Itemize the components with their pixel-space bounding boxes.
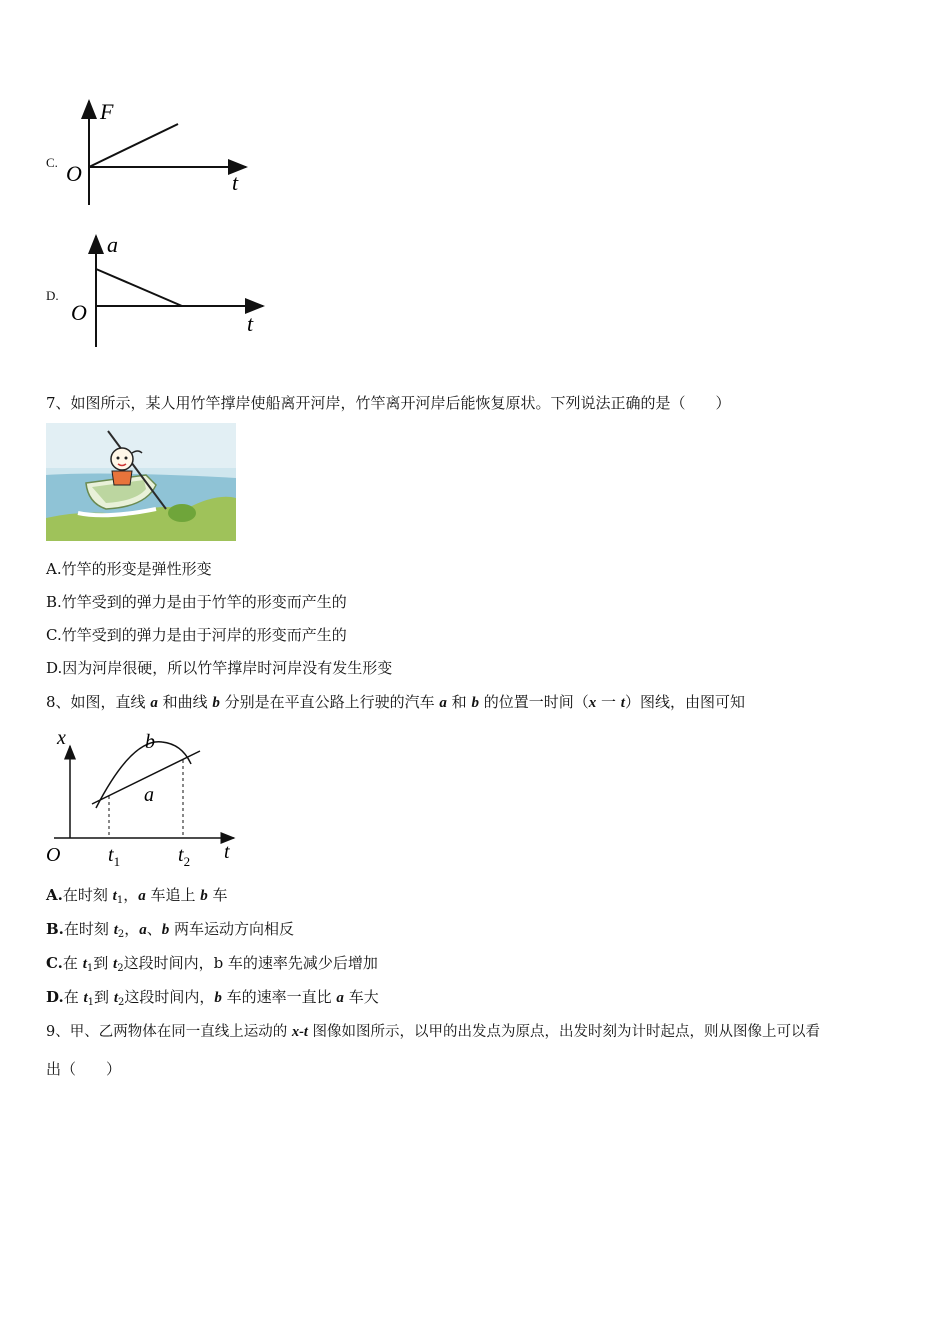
- q8-stem: 8、如图，直线 a 和曲线 b 分别是在平直公路上行驶的汽车 a 和 b 的位置一时间（x 一 t）图线，由图可知: [46, 693, 745, 711]
- graph-d: [60, 230, 275, 350]
- q8-origin: O: [46, 844, 61, 866]
- q7-boat-illustration: [46, 423, 236, 541]
- graph-d-y-label: a: [107, 232, 118, 257]
- graph-c: [60, 95, 260, 210]
- q8-option-d: D.在 $t_1$到 $t_2$这段时间内，b 车的速率一直比 a 车大: [46, 988, 379, 1008]
- graph-c-label: C.: [46, 155, 58, 170]
- graph-c-origin: O: [66, 161, 82, 186]
- q8-option-b: B.在时刻 $t_2$，a、b 两车运动方向相反: [46, 920, 295, 940]
- q8-line-a-label: a: [144, 784, 154, 806]
- graph-d-x-label: t: [247, 311, 254, 336]
- graph-c-line: [89, 124, 178, 167]
- q8-option-c: C.在 $t_1$到 $t_2$这段时间内，b 车的速率先减少后增加: [46, 954, 378, 974]
- graph-c-x-label: t: [232, 170, 239, 195]
- q7-option-d: D.因为河岸很硬，所以竹竿撑岸时河岸没有发生形变: [46, 659, 393, 677]
- q8-x-label: t: [224, 841, 230, 863]
- q9-stem-line2: 出（ ）: [46, 1060, 122, 1078]
- q8-y-label: x: [57, 727, 66, 749]
- q8-t2-label: $t_2$: [178, 844, 191, 869]
- graph-d-origin: O: [71, 300, 87, 325]
- graph-d-label: D.: [46, 288, 59, 303]
- q7-option-b: B.竹竿受到的弹力是由于竹竿的形变而产生的: [46, 593, 347, 611]
- q8-option-a: A.在时刻 $t_1$，a 车追上 b 车: [46, 886, 228, 906]
- q9-stem-line1: 9、甲、乙两物体在同一直线上运动的 x-t 图像如图所示，以甲的出发点为原点，出发时刻为计时起点，则从图像上可以看: [46, 1024, 821, 1040]
- q7-option-a: A.竹竿的形变是弹性形变: [46, 560, 212, 578]
- graph-d-line: [96, 269, 182, 306]
- q7-option-c: C.竹竿受到的弹力是由于河岸的形变而产生的: [46, 626, 347, 644]
- q8-curve-b-label: b: [145, 731, 155, 753]
- q8-t1-label: $t_1$: [108, 844, 121, 869]
- q7-stem: 7、如图所示，某人用竹竿撑岸使船离开河岸，竹竿离开河岸后能恢复原状。下列说法正确的是（ ）: [46, 394, 731, 412]
- q8-xt-graph: [44, 724, 244, 870]
- graph-c-y-label: F: [100, 99, 114, 124]
